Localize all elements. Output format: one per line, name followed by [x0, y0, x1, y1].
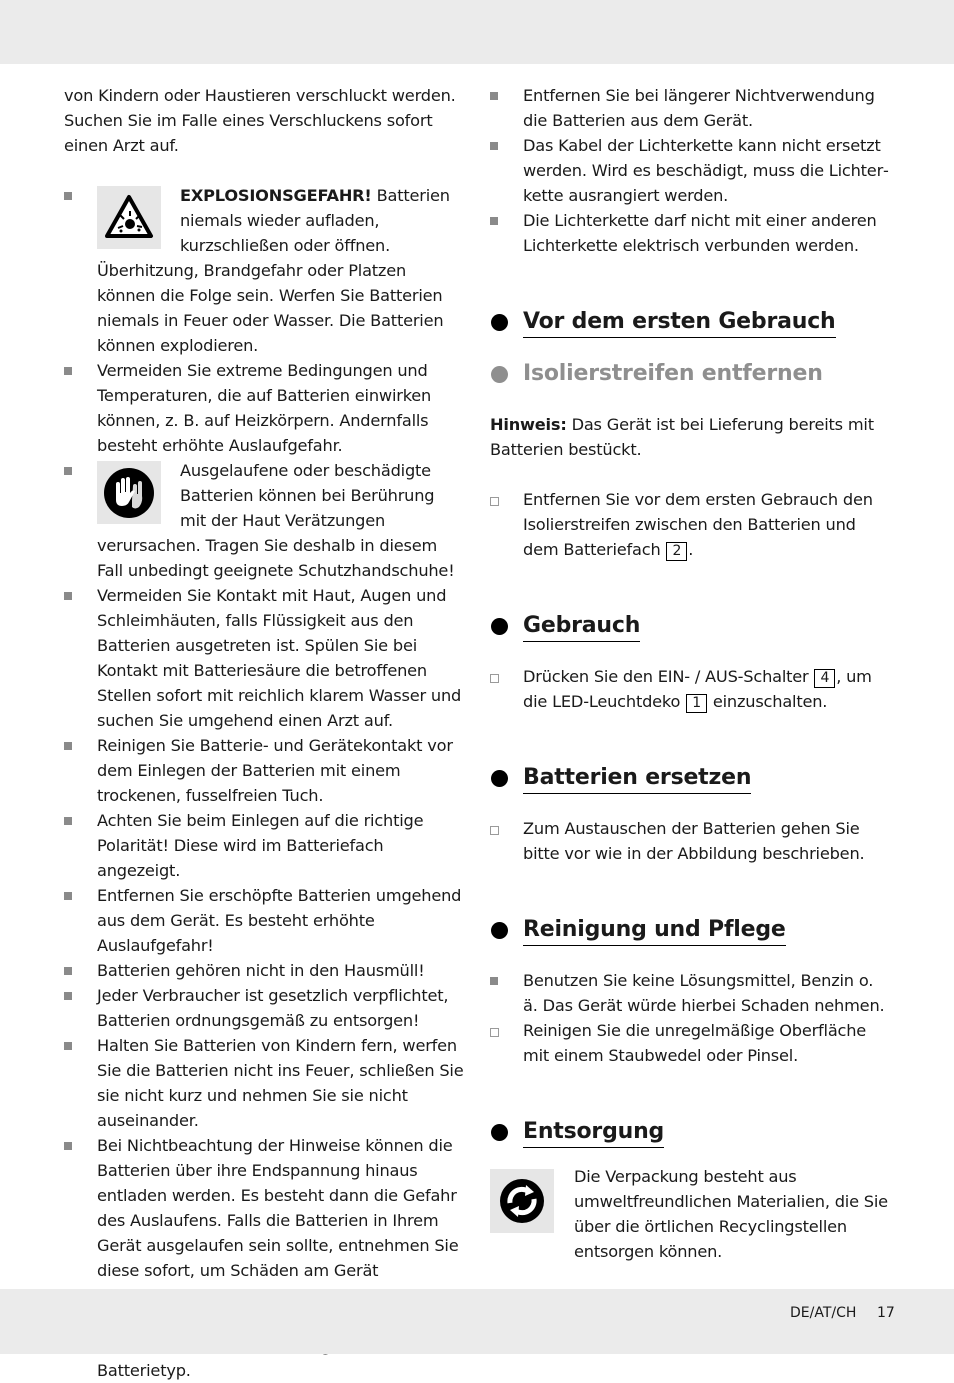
note-paragraph	[490, 412, 890, 462]
list-item	[490, 133, 890, 208]
list-item	[64, 733, 464, 808]
heading-text: Entsorgung	[523, 1118, 664, 1148]
list-item	[64, 808, 464, 883]
list-item	[490, 968, 890, 1018]
right-column	[490, 83, 890, 1264]
bullet-icon	[64, 192, 72, 200]
list-item	[64, 1133, 464, 1308]
item-text: Halten Sie Batterien von Kindern fern, werfen Sie die Batterien nicht ins Feuer, schließen Sie sie nicht kurz und nehmen Sie sie nicht auseinander.	[97, 1036, 464, 1130]
step-item	[490, 816, 890, 866]
section-heading-cleaning	[490, 916, 890, 946]
item-text: Die Lichterkette darf nicht mit einer anderen Lichterkette elektrisch verbunden werden.	[523, 211, 877, 255]
gloves-warning-item	[64, 458, 464, 583]
disposal-block	[490, 1164, 890, 1264]
footer-bar	[0, 1289, 954, 1354]
bullet-icon	[64, 592, 72, 600]
explosion-warning-icon	[97, 186, 161, 249]
bullet-icon	[490, 92, 498, 100]
step-item	[490, 487, 890, 562]
step-text: Zum Austauschen der Batterien gehen Sie bitte vor wie in der Abbildung beschrieben.	[523, 819, 865, 863]
step-text: Drücken Sie den EIN- / AUS-Schalter	[523, 667, 809, 686]
heading-text: Batterien ersetzen	[523, 764, 751, 794]
note-text: Das Gerät ist bei Lieferung bereits mit Batterien bestückt.	[490, 415, 874, 459]
section-heading-first-use	[490, 308, 890, 338]
step-box-icon	[490, 826, 499, 835]
bullet-icon	[64, 967, 72, 975]
item-text: Entfernen Sie bei längerer Nichtverwendung die Batterien aus dem Gerät.	[523, 86, 875, 130]
heading-text: Reinigung und Pflege	[523, 916, 786, 946]
heading-dot-icon	[491, 366, 508, 383]
step-box-icon	[490, 674, 499, 683]
bullet-icon	[64, 367, 72, 375]
step-item	[490, 664, 890, 714]
ref-number-box: 4	[814, 669, 835, 688]
heading-text: Vor dem ersten Gebrauch	[523, 308, 836, 338]
item-text: Achten Sie beim Einlegen auf die richtige Polarität! Diese wird im Batteriefach angezeigt.	[97, 811, 424, 880]
footer-language: DE/AT/CH	[790, 1305, 857, 1321]
item-text: Vermeiden Sie Kontakt mit Haut, Augen und Schleimhäuten, falls Flüssigkeit aus den Batterien ausgetreten ist. Spülen Sie bei Kontakt mit Batteriesäure die betroffenen Stellen sofort mit reichlich klarem Wasser und suchen Sie umgehend einen Arzt auf.	[97, 586, 462, 730]
list-item	[64, 358, 464, 458]
section-heading-insulation	[490, 360, 890, 389]
explosion-text: Batterien niemals wieder aufladen, kurzschließen oder öffnen. Überhitzung, Brandgefahr oder Platzen können die Folge sein. Werfen Sie Batterien niemals in Feuer oder Wasser. Die Batterien können explodieren.	[97, 186, 450, 355]
step-text-end: .	[688, 540, 694, 559]
bullet-icon	[64, 817, 72, 825]
bullet-icon	[490, 977, 498, 985]
heading-dot-icon	[491, 1124, 508, 1141]
step-box-icon	[490, 497, 499, 506]
explosion-warning-item	[64, 183, 464, 358]
step-box-icon	[490, 1028, 499, 1037]
item-text: Das Kabel der Lichterkette kann nicht ersetzt werden. Wird es beschädigt, muss die Lichterkette ausrangiert werden.	[523, 136, 889, 205]
heading-dot-icon	[491, 922, 508, 939]
bullet-icon	[64, 1142, 72, 1150]
list-item	[64, 958, 464, 983]
step-text: Entfernen Sie vor dem ersten Gebrauch den Isolierstreifen zwischen den Batterien und dem Batteriefach	[523, 490, 873, 559]
step-text: , um die LED-Leuchtdeko	[523, 667, 872, 711]
heading-dot-icon	[491, 770, 508, 787]
step-text: einzuschalten.	[707, 692, 828, 711]
bullet-icon	[490, 217, 498, 225]
list-item	[64, 583, 464, 733]
explosion-title: EXPLOSIONSGEFAHR!	[180, 186, 372, 205]
intro-text: von Kindern oder Haustieren verschluckt werden. Suchen Sie im Falle eines Verschluckens sofort einen Arzt auf.	[64, 86, 456, 155]
page-number: 17	[877, 1305, 895, 1321]
header-bar	[0, 0, 954, 64]
heading-text: Gebrauch	[523, 612, 640, 642]
section-heading-disposal	[490, 1118, 890, 1148]
heading-dot-icon	[491, 618, 508, 635]
list-item	[64, 983, 464, 1033]
item-text: Bei Nichtbeachtung der Hinweise können die Batterien über ihre Endspannung hinaus entladen werden. Es besteht dann die Gefahr des Auslaufens. Falls die Batterien in Ihrem Gerät ausgelaufen sein sollte, entnehmen Sie diese sofort, um Schäden am Gerät	[97, 1136, 459, 1280]
section-heading-batteries	[490, 764, 890, 794]
item-text: Vermeiden Sie extreme Bedingungen und Temperaturen, die auf Batterien einwirken können, z. B. auf Heizkörpern. Andernfalls besteht erhöhte Auslaufgefahr.	[97, 361, 432, 455]
bullet-icon	[64, 467, 72, 475]
item-text: Batterien gehören nicht in den Hausmüll!	[97, 961, 425, 980]
heading-text: Isolierstreifen entfernen	[523, 361, 823, 386]
heading-dot-icon	[491, 314, 508, 331]
bullet-icon	[64, 742, 72, 750]
list-item	[64, 883, 464, 958]
note-label: Hinweis:	[490, 415, 567, 434]
ref-number-box: 1	[686, 694, 707, 713]
recycling-green-dot-icon	[490, 1169, 554, 1233]
bullet-icon	[64, 892, 72, 900]
bullet-icon	[490, 142, 498, 150]
item-text: Entfernen Sie erschöpfte Batterien umgehend aus dem Gerät. Es besteht erhöhte Auslaufgefahr!	[97, 886, 462, 955]
item-text: Batterietyp.	[97, 1361, 191, 1380]
disposal-text: Die Verpackung besteht aus umweltfreundlichen Materialien, die Sie über die örtlichen Recyclingstellen entsorgen können.	[574, 1167, 888, 1261]
section-heading-use	[490, 612, 890, 642]
ref-number-box: 2	[666, 542, 687, 561]
bullet-icon	[64, 1042, 72, 1050]
item-text: Jeder Verbraucher ist gesetzlich verpflichtet, Batterien ordnungsgemäß zu entsorgen!	[97, 986, 449, 1030]
list-item	[64, 1033, 464, 1133]
step-item	[490, 1018, 890, 1068]
step-text: Reinigen Sie die unregelmäßige Oberfläche mit einem Staubwedel oder Pinsel.	[523, 1021, 867, 1065]
protective-gloves-icon	[97, 461, 161, 524]
item-text: Reinigen Sie Batterie- und Gerätekontakt vor dem Einlegen der Batterien mit einem trockenen, fusselfreien Tuch.	[97, 736, 453, 805]
list-item	[490, 83, 890, 133]
gloves-text: Ausgelaufene oder beschädigte Batterien können bei Berührung mit der Haut Verätzungen verursachen. Tragen Sie deshalb in diesem Fall unbedingt geeignete Schutzhandschuhe!	[97, 461, 455, 580]
left-column	[64, 83, 464, 1383]
bullet-icon	[64, 992, 72, 1000]
list-item	[490, 208, 890, 258]
item-text: Benutzen Sie keine Lösungsmittel, Benzin o. ä. Das Gerät würde hierbei Schaden nehmen.	[523, 971, 885, 1015]
